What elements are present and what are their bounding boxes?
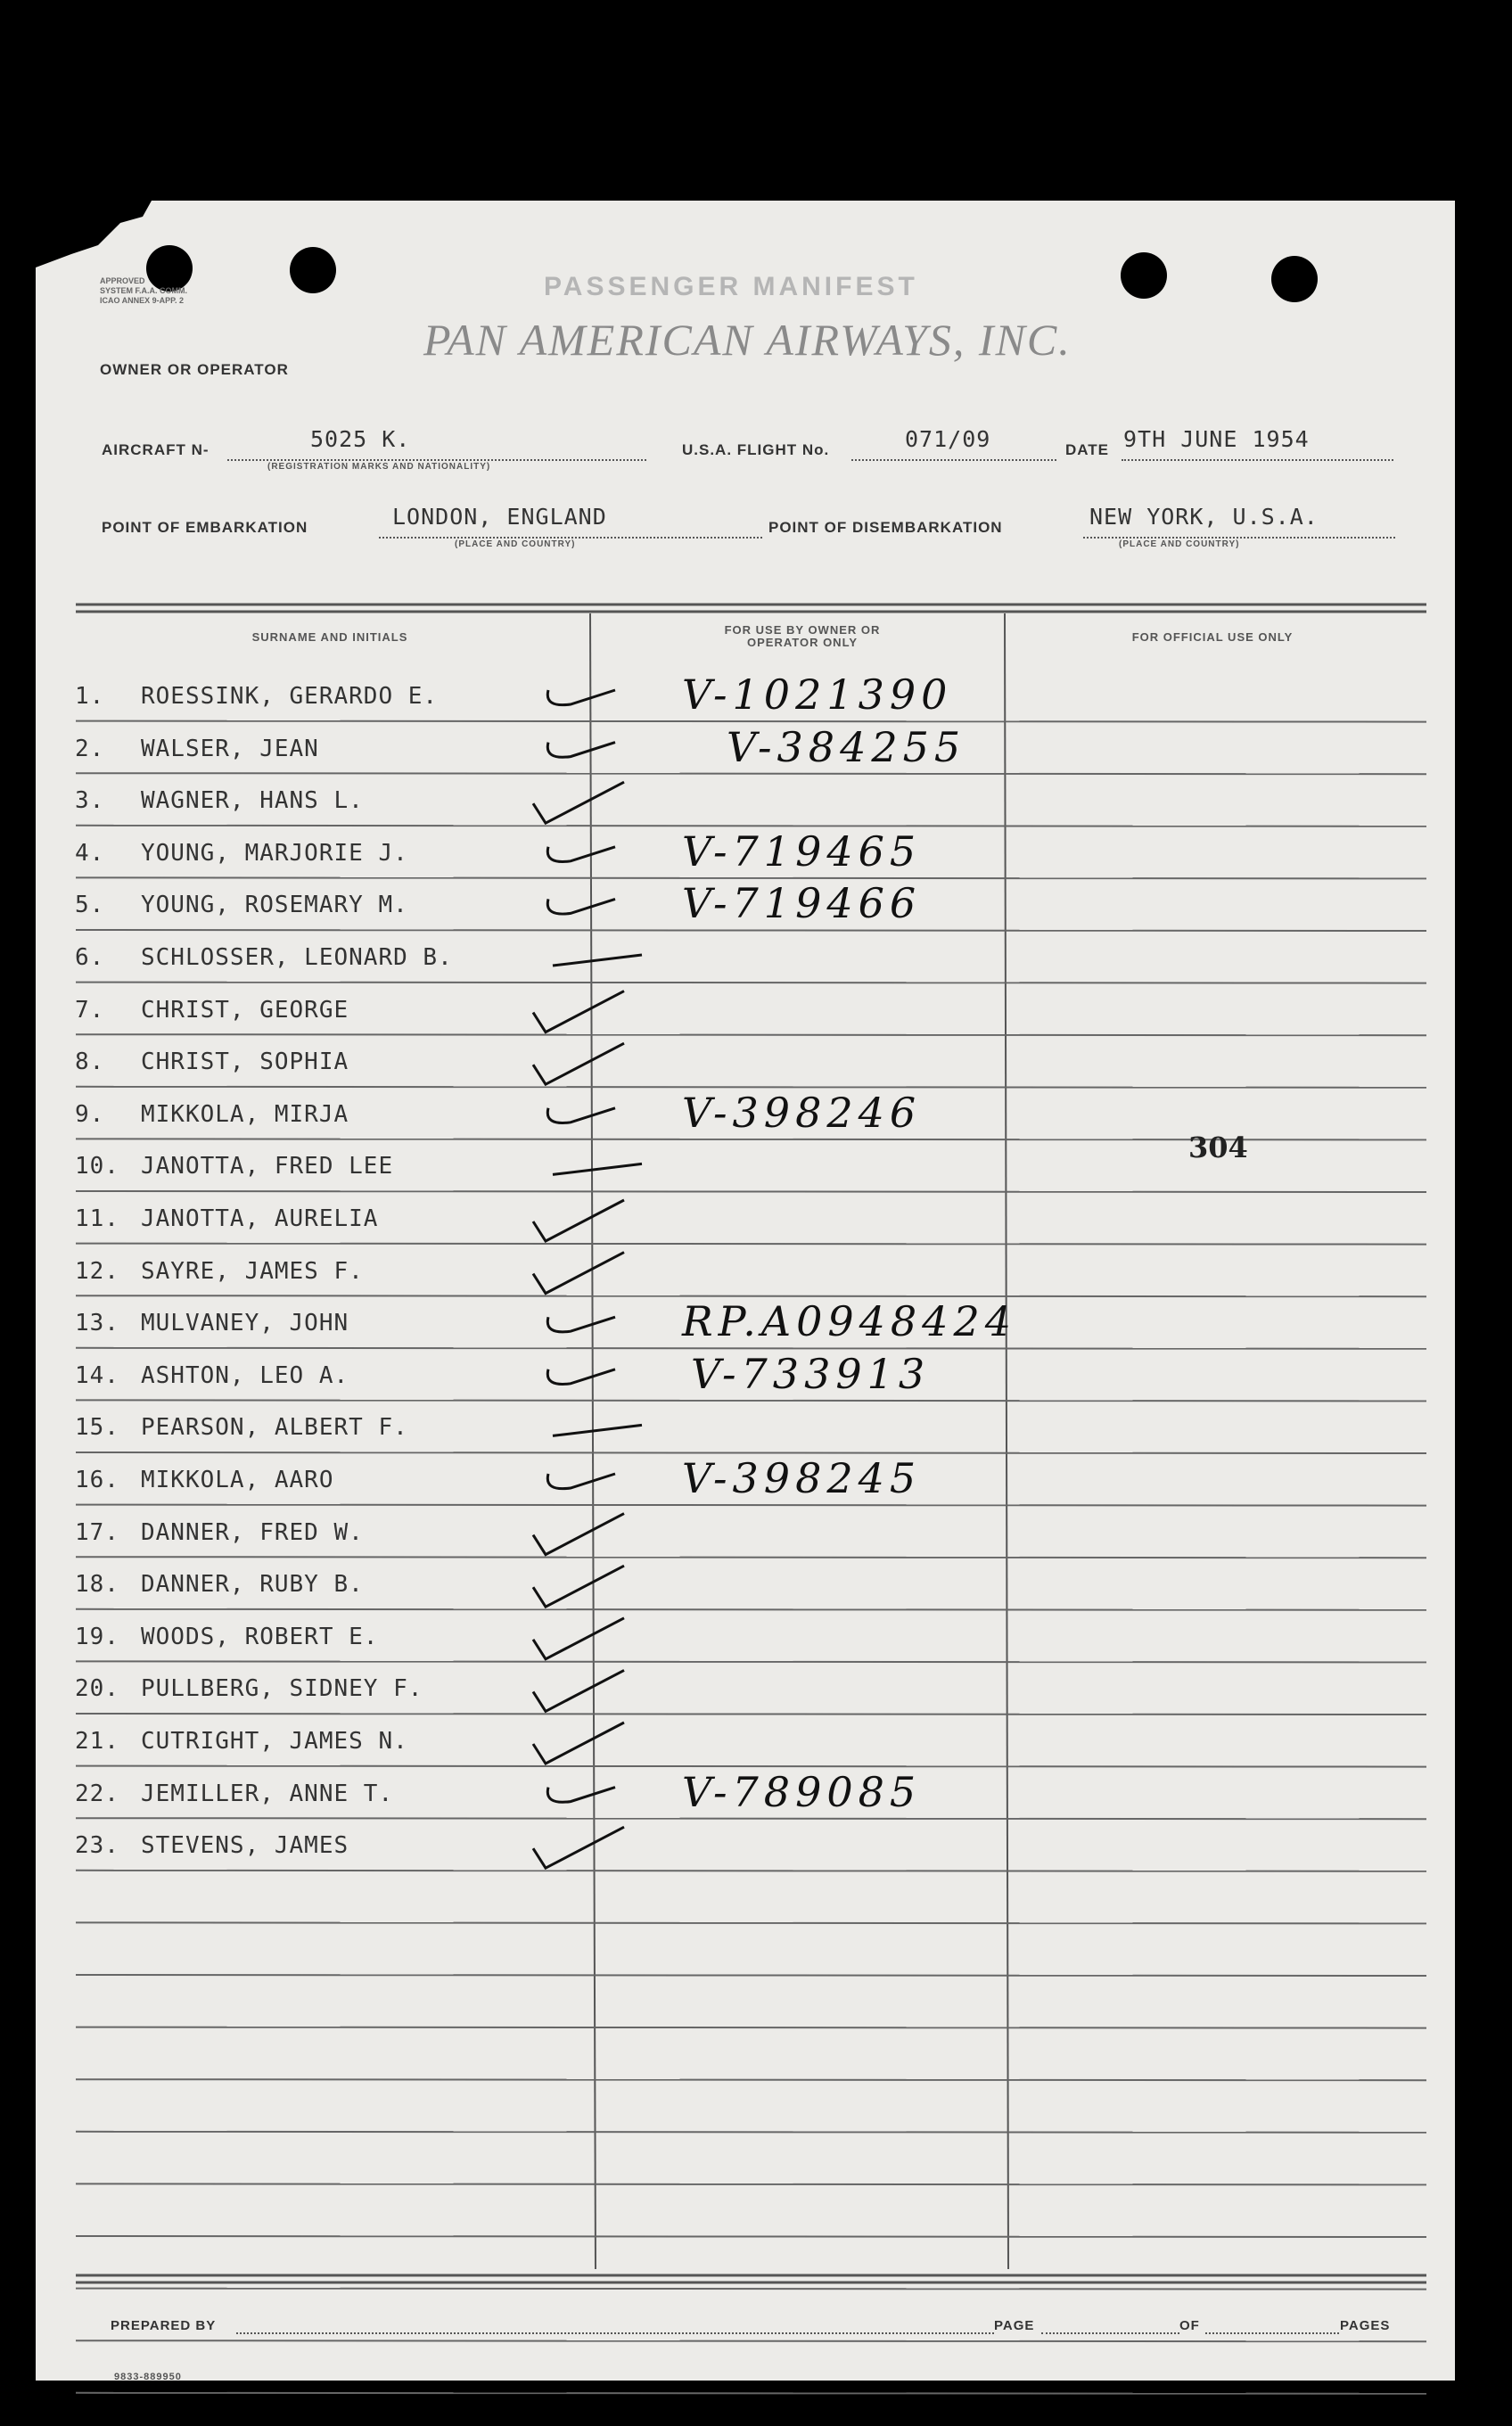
- handwritten-visa-number: V-398245: [682, 1454, 922, 1502]
- passenger-name: PULLBERG, SIDNEY F.: [141, 1675, 423, 1703]
- aircraft-sublabel: (REGISTRATION MARKS AND NATIONALITY): [267, 462, 491, 472]
- passenger-number: 3.: [75, 787, 105, 815]
- flight-label: U.S.A. FLIGHT No.: [682, 441, 830, 458]
- passenger-name: MULVANEY, JOHN: [141, 1310, 349, 1337]
- check-mark: [533, 991, 624, 1032]
- passenger-number: 10.: [75, 1153, 119, 1180]
- passenger-number: 2.: [75, 735, 105, 762]
- check-mark: [547, 1108, 615, 1123]
- approval-line: APPROVED: [100, 276, 145, 285]
- handwritten-visa-number: V-789085: [682, 1767, 922, 1816]
- handwritten-visa-number: V-733913: [691, 1349, 931, 1398]
- check-mark: [553, 955, 642, 966]
- aircraft-label: AIRCRAFT N-: [102, 441, 210, 458]
- page-line: [1041, 2332, 1179, 2334]
- check-mark: [547, 1474, 615, 1489]
- passenger-number: 4.: [75, 839, 105, 867]
- check-mark: [533, 1566, 624, 1607]
- check-mark: [533, 1723, 624, 1764]
- form-title: PASSENGER MANIFEST: [544, 272, 918, 301]
- passenger-name: STEVENS, JAMES: [141, 1832, 349, 1860]
- passenger-name: CHRIST, GEORGE: [141, 996, 349, 1024]
- embarkation-value: LONDON, ENGLAND: [392, 504, 607, 530]
- passenger-number: 5.: [75, 892, 105, 919]
- column-header-owner: FOR USE BY OWNER OR OPERATOR ONLY: [724, 623, 881, 649]
- passenger-number: 13.: [75, 1310, 119, 1337]
- passenger-number: 20.: [75, 1675, 119, 1703]
- disembarkation-sublabel: (PLACE AND COUNTRY): [1119, 539, 1240, 549]
- passenger-name: JANOTTA, FRED LEE: [141, 1153, 394, 1180]
- check-mark: [533, 1514, 624, 1555]
- handwritten-visa-number: V-398246: [682, 1088, 922, 1137]
- check-mark: [553, 1425, 642, 1435]
- aircraft-value: 5025 K.: [310, 426, 411, 452]
- date-label: DATE: [1065, 441, 1110, 458]
- flight-value: 071/09: [905, 426, 991, 452]
- check-mark: [547, 1788, 615, 1803]
- check-mark: [533, 1618, 624, 1659]
- check-mark: [533, 1043, 624, 1084]
- passenger-number: 15.: [75, 1414, 119, 1442]
- owner-label: OWNER OR OPERATOR: [100, 361, 289, 378]
- passenger-name: YOUNG, ROSEMARY M.: [141, 892, 408, 919]
- passenger-name: WAGNER, HANS L.: [141, 787, 364, 815]
- disembarkation-value: NEW YORK, U.S.A.: [1089, 504, 1319, 530]
- passenger-name: WOODS, ROBERT E.: [141, 1623, 379, 1650]
- check-mark: [533, 1253, 624, 1294]
- page-label: PAGE: [994, 2318, 1035, 2333]
- passenger-name: ROESSINK, GERARDO E.: [141, 683, 439, 710]
- passenger-name: JEMILLER, ANNE T.: [141, 1780, 394, 1807]
- passenger-number: 11.: [75, 1205, 119, 1232]
- passenger-number: 7.: [75, 996, 105, 1024]
- pages-label: PAGES: [1340, 2318, 1391, 2333]
- check-mark: [533, 1827, 624, 1868]
- passenger-name: CUTRIGHT, JAMES N.: [141, 1728, 408, 1755]
- check-mark: [547, 690, 615, 705]
- passenger-number: 14.: [75, 1361, 119, 1389]
- passenger-name: DANNER, RUBY B.: [141, 1571, 364, 1599]
- check-mark: [547, 743, 615, 758]
- form-code: 9833-889950: [114, 2372, 182, 2382]
- prepared-by-label: PREPARED BY: [111, 2318, 217, 2333]
- of-line: [1205, 2332, 1339, 2334]
- check-mark: [547, 847, 615, 862]
- passenger-number: 19.: [75, 1623, 119, 1650]
- handwritten-visa-number: V-719465: [682, 826, 922, 876]
- passenger-number: 16.: [75, 1467, 119, 1493]
- passenger-number: 21.: [75, 1728, 119, 1755]
- check-mark: [553, 1164, 642, 1174]
- passenger-name: PEARSON, ALBERT F.: [141, 1414, 408, 1442]
- passenger-name: YOUNG, MARJORIE J.: [141, 839, 408, 867]
- handwritten-visa-number: V-384255: [727, 722, 966, 771]
- approval-line: ICAO ANNEX 9-APP. 2: [100, 296, 185, 305]
- handwritten-visa-number: V-719466: [682, 879, 922, 928]
- passenger-name: JANOTTA, AURELIA: [141, 1205, 379, 1232]
- passenger-name: MIKKOLA, AARO: [141, 1467, 334, 1493]
- handwritten-visa-number: RP.A0948424: [682, 1297, 1016, 1346]
- passenger-number: 17.: [75, 1518, 119, 1546]
- passenger-name: SAYRE, JAMES F.: [141, 1257, 364, 1285]
- passenger-name: MIKKOLA, MIRJA: [141, 1100, 349, 1128]
- passenger-name: ASHTON, LEO A.: [141, 1361, 349, 1389]
- passenger-number: 18.: [75, 1571, 119, 1599]
- passenger-number: 23.: [75, 1832, 119, 1860]
- check-mark: [533, 1670, 624, 1711]
- official-stamp-number: 304: [1188, 1131, 1248, 1164]
- prepared-by-line: [236, 2332, 994, 2334]
- embarkation-sublabel: (PLACE AND COUNTRY): [455, 539, 576, 549]
- passenger-number: 9.: [75, 1100, 105, 1128]
- passenger-number: 22.: [75, 1780, 119, 1807]
- check-mark: [533, 1200, 624, 1241]
- check-mark: [533, 782, 624, 823]
- disembarkation-label: POINT OF DISEMBARKATION: [768, 519, 1003, 536]
- date-value: 9TH JUNE 1954: [1123, 426, 1310, 452]
- passenger-number: 1.: [75, 683, 105, 710]
- column-header-name: SURNAME AND INITIALS: [251, 630, 408, 644]
- passenger-number: 6.: [75, 944, 105, 971]
- passenger-name: CHRIST, SOPHIA: [141, 1049, 349, 1076]
- handwritten-visa-number: V-1021390: [682, 670, 953, 719]
- passenger-number: 12.: [75, 1257, 119, 1285]
- check-mark: [547, 899, 615, 914]
- embarkation-label: POINT OF EMBARKATION: [102, 519, 308, 536]
- approval-line: SYSTEM F.A.A. COMM.: [100, 286, 188, 295]
- column-header-official: FOR OFFICIAL USE ONLY: [1131, 630, 1294, 644]
- passenger-name: DANNER, FRED W.: [141, 1518, 364, 1546]
- passenger-name: SCHLOSSER, LEONARD B.: [141, 944, 453, 971]
- check-mark: [547, 1369, 615, 1385]
- passenger-name: WALSER, JEAN: [141, 735, 319, 762]
- of-label: OF: [1179, 2318, 1200, 2333]
- passenger-number: 8.: [75, 1049, 105, 1076]
- check-mark: [547, 1317, 615, 1332]
- company-name: PAN AMERICAN AIRWAYS, INC.: [423, 315, 1072, 365]
